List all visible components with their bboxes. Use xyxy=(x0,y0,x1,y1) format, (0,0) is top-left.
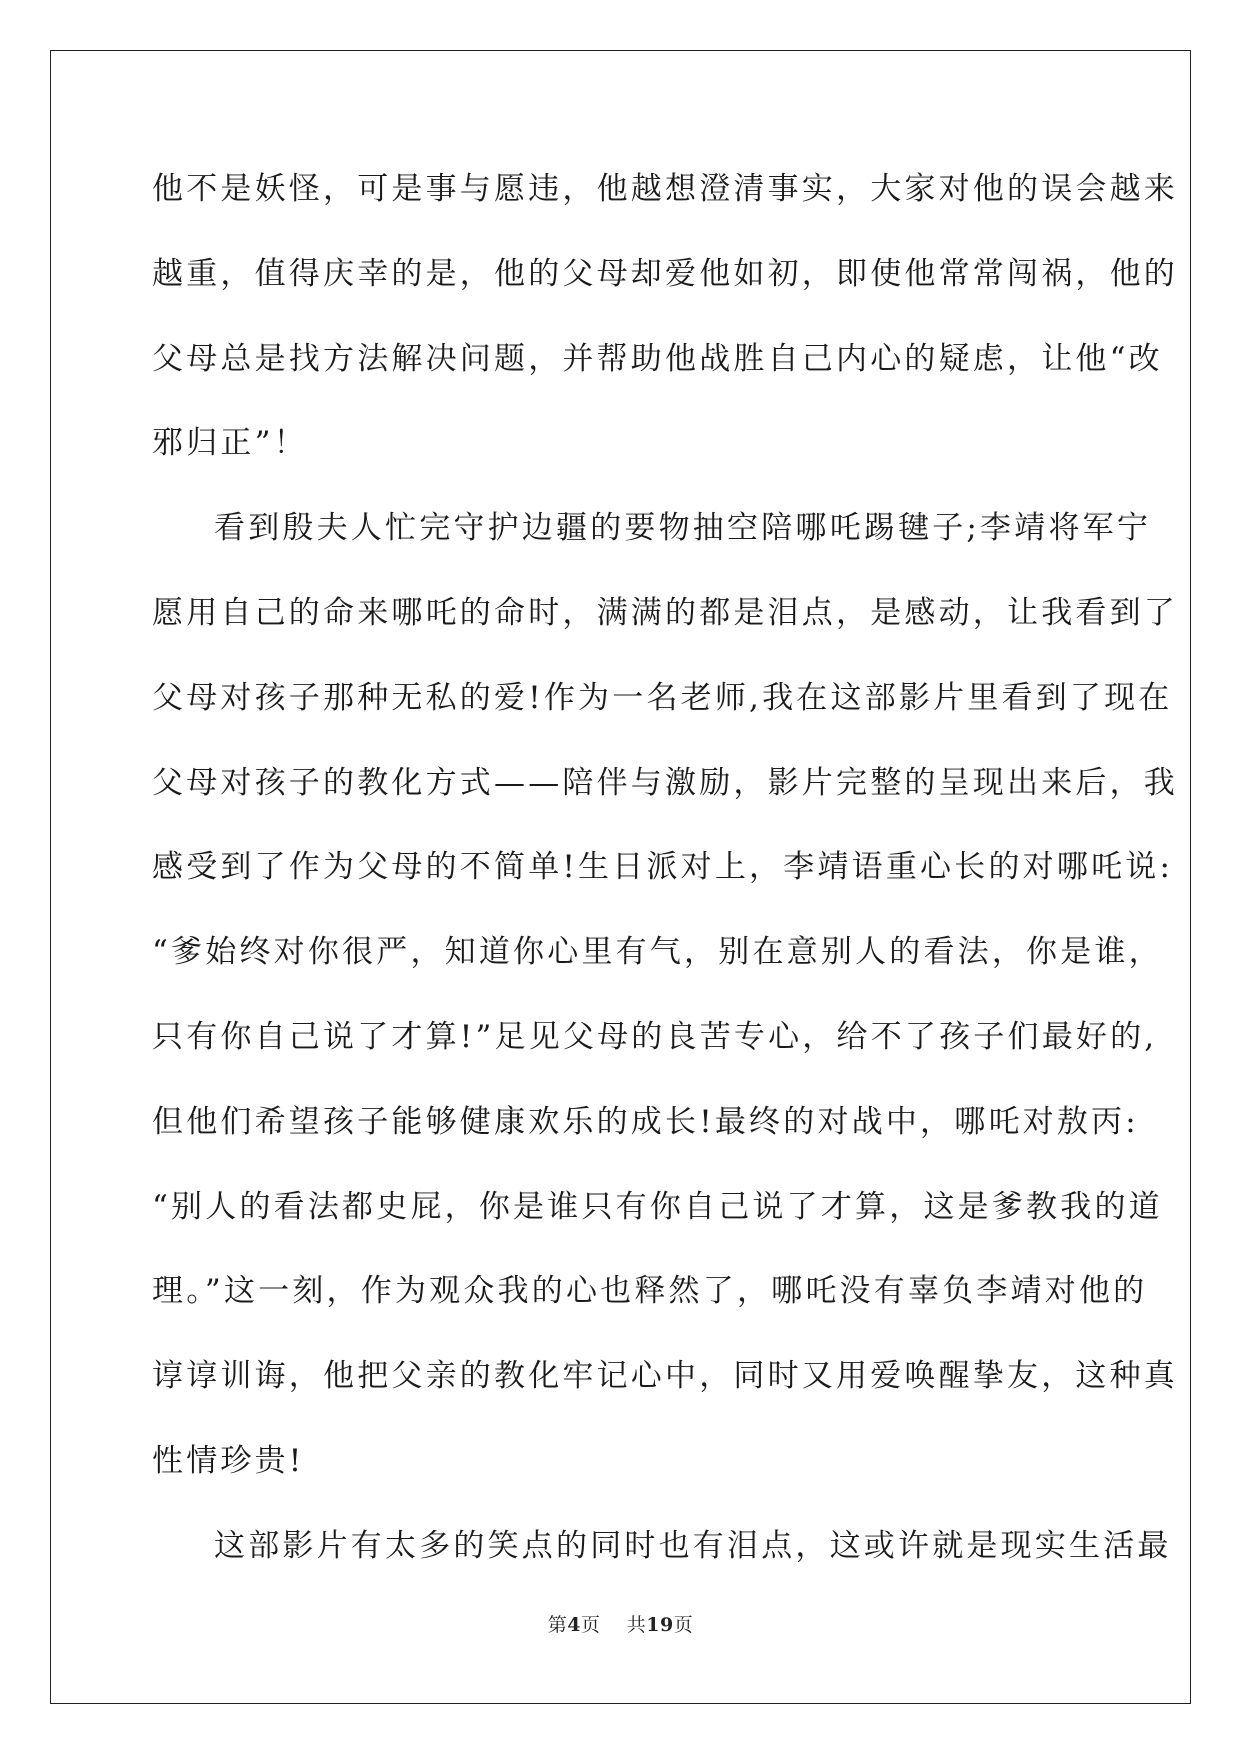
text-line: 父母总是找方法解决问题，并帮助他战胜自己内心的疑虑，让他“改 xyxy=(152,340,1163,377)
text-line: 愿用自己的命来哪吒的命时，满满的都是泪点，是感动，让我看到了 xyxy=(152,594,1178,631)
footer-total-pages: 19 xyxy=(646,1614,674,1636)
footer-page-number: 4 xyxy=(567,1614,582,1636)
footer-total-prefix: 共 xyxy=(626,1614,647,1636)
text-line: 父母对孩子的教化方式——陪伴与激励，影片完整的呈现出来后，我 xyxy=(152,764,1178,801)
text-line: 性情珍贵! xyxy=(152,1442,305,1479)
text-line: 感受到了作为父母的不简单!生日派对上，李靖语重心长的对哪吒说: xyxy=(152,849,1174,886)
text-line: 邪归正”！ xyxy=(152,425,308,462)
text-line: 看到殷夫人忙完守护边疆的要物抽空陪哪吒踢毽子;李靖将军宁 xyxy=(214,510,1152,547)
text-line: 这部影片有太多的笑点的同时也有泪点，这或许就是现实生活最 xyxy=(214,1527,1172,1564)
text-line: “爹始终对你很严，知道你心里有气，别在意别人的看法，你是谁， xyxy=(152,934,1163,971)
text-line: 父母对孩子那种无私的爱!作为一名老师,我在这部影片里看到了现在 xyxy=(152,679,1173,716)
text-line: 他不是妖怪，可是事与愿违，他越想澄清事实，大家对他的误会越来 xyxy=(152,171,1178,207)
text-line: 谆谆训诲，他把父亲的教化牢记心中，同时又用爱唤醒挚友，这种真 xyxy=(152,1358,1178,1395)
text-line: 但他们希望孩子能够健康欢乐的成长!最终的对战中，哪吒对敖丙: xyxy=(152,1103,1139,1140)
footer-total-suffix: 页 xyxy=(673,1614,694,1636)
page-number-footer xyxy=(0,1610,1241,1637)
footer-page-suffix: 页 xyxy=(581,1614,601,1636)
footer-page-prefix: 第 xyxy=(547,1614,568,1636)
text-line: 只有你自己说了才算!”足见父母的良苦专心，给不了孩子们最好的, xyxy=(152,1018,1158,1055)
document-body xyxy=(152,161,1178,1603)
text-line: 理。”这一刻，作为观众我的心也释然了，哪吒没有辜负李靖对他的 xyxy=(152,1273,1148,1310)
text-line: 越重，值得庆幸的是，他的父母却爱他如初，即使他常常闯祸，他的 xyxy=(152,255,1178,292)
text-line: “别人的看法都史屁，你是谁只有你自己说了才算，这是爹教我的道 xyxy=(152,1188,1163,1225)
